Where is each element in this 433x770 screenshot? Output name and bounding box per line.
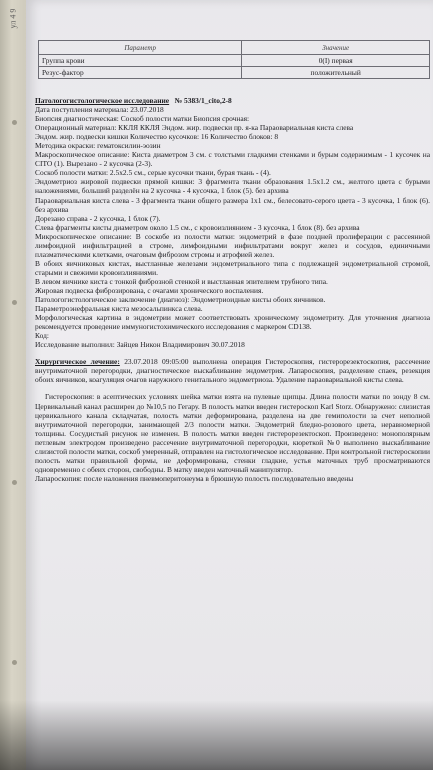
pathology-line: Операционный материал: ККЛЯ ККЛЯ Эндом. жир. подвески пр. я-ка Параовариальная киста слева	[35, 123, 354, 133]
pathology-line: Патологогистологическое заключение (диагноз): Эндометриоидные кисты обоих яичников.	[35, 295, 326, 305]
pathology-line: Дата поступления материала: 23.07.2018	[35, 105, 164, 115]
pathology-line: Код:	[35, 331, 49, 341]
pathology-heading	[35, 96, 430, 105]
pathology-line: Морфологическая картина в эндометрии может соответствовать хроническому эндометриту. Для уточнения диагноза рекомендуется проведение иммуногистохимического исследования с маркером CD138.	[35, 313, 430, 332]
pathology-line: Параметроэнефральная киста мезосальпинкса слева.	[35, 304, 203, 314]
value-cell: 0(I) первая	[242, 55, 430, 67]
spine-label: ул 4 9	[8, 8, 18, 29]
table-row	[39, 67, 430, 79]
table-row	[39, 55, 430, 67]
pathology-number: № 5383/1_cito,2-8	[174, 96, 232, 105]
table-header-row	[39, 41, 430, 55]
binder-spine	[0, 0, 27, 770]
table-header-value: Значение	[242, 41, 430, 55]
pathology-line: Макроскопическое описание: Киста диаметром 3 см. с толстыми гладкими стенками и бурым содержимым - 1 кусочек на CITO (1). Вырезано - 2 кусочка (2-3).	[35, 150, 430, 169]
surgery-paragraph	[35, 357, 430, 384]
pathology-title: Патологогистологическое исследование	[35, 96, 170, 105]
value-cell: положительный	[242, 67, 430, 79]
pathology-line: Методика окраски: гематоксилин-эозин	[35, 141, 161, 151]
pathology-line: Соскоб полости матки: 2.5х2.5 см., серые кусочки ткани, бурая ткань - (4).	[35, 168, 271, 178]
param-cell: Группа крови	[39, 55, 242, 67]
surgery-label: Хирургическое лечение:	[35, 357, 120, 367]
document-body	[35, 96, 430, 483]
pathology-line: Параовариальная киста слева - 3 фрагмента ткани общего размера 1х1 см., белесовато-серого цвета - 3 кусочка, 1 блок (6). без архива	[35, 195, 430, 214]
pathology-line: В обоих яичниковых кистах, выстланные железами эндометриального типа с подлежащей эндометриальной стромой, старыми и свежими кровоизлияниями.	[35, 258, 430, 277]
pathology-line: Исследование выполнил: Зайцев Никон Владимирович 30.07.2018	[35, 340, 245, 350]
pathology-line: Микроскопическое описание: В соскобе из полости матки: эндометрий в фазе поздней пролиферации с рассеянной лимфоидной инфильтрацией в строме, лимфоидными инфильтратами вокруг желез и сосудов, единичными плазматическими клетками, очаговым фиброзом стромы и атрофией желез.	[35, 231, 430, 259]
pathology-line: Эндометриоз жировой подвески прямой кишки: 3 фрагмента ткани образования 1.5х1.2 см., желтого цвета с бурыми наложениями, больший разделён на 2 кусочка - 4 кусочка, 1 блок (5). без архива	[35, 177, 430, 196]
pathology-line: Слева фрагменты кисты диаметром около 1.5 см., с кровоизлиянием - 3 кусочка, 1 блок (8). без архива	[35, 222, 360, 232]
pathology-line: Жировая подвеска фиброзирована, с очагами хронического воспаления.	[35, 285, 264, 295]
surgery-text: 23.07.2018 09:05:00 выполнена операция Гистероскопия, гистерорезектоскопия, рассечение внутриматочной перегородки, диагностическое выскабливание эндометрия. Лапароскопия, разделение спаек, резекция обоих яичников, коагуляция очагов наружного генитального эндометриоза. Удаление параовариальной кисты слева.	[35, 357, 430, 385]
param-cell: Резус-фактор	[39, 67, 242, 79]
pathology-line: Биопсия диагностическая: Соскоб полости матки Биопсия срочная:	[35, 114, 250, 124]
blood-params-table	[38, 40, 430, 79]
pathology-line: Эндом. жир. подвески кишки Количество кусочков: 16 Количество блоков: 8	[35, 132, 279, 142]
table-header-param: Параметр	[39, 41, 242, 55]
laparoscopy-paragraph: Лапароскопия: после наложения пневмоперитонеума в брюшную полость последовательно введены	[35, 473, 354, 483]
pathology-line: В левом яичнике киста с тонкой фиброзной стенкой и выстланная эпителием трубного типа.	[35, 276, 328, 286]
hysteroscopy-paragraph: Гистероскопия: в асептических условиях шейка матки взята на пулевые щипцы. Длина полости матки по зонду 8 см. Цервикальный канал расширен до №10,5 по Гегару. В полость матки введен гистероскоп Karl Storz. Обнаружено: слизистая цервикального канала складчатая, полость матки деформирована, разделена на две гемиполости за счет неполной внутриматочной перегородки, занимающей 2/3 полости матки. Эндометрий бледно-розового цвета, неравномерной толщины. Сосудистый рисунок не изменен. В полость матки введен гистерорезектоскоп. Произведено: монополярным петлевым электродом произведено рассечение внутриматочной перегородки, кюреткой №0 выполнено выскабливание слизистой полости матки, соскоб умеренный, отправлен на гистологическое исследование. При контрольной гистероскопии полость матки правильной формы, не деформирована, стенки гладкие, устья маточных труб просматриваются одновременно с обеих сторон, свободны. В матку введен маточный манипулятор.	[35, 392, 430, 474]
pathology-line: Дорезано справа - 2 кусочка, 1 блок (7).	[35, 213, 161, 223]
